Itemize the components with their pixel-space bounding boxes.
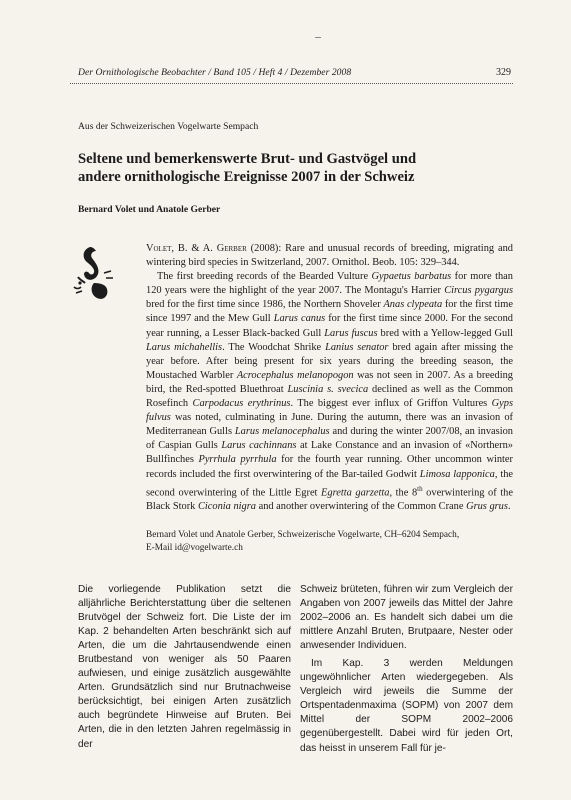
abstract-text-run: was not seen in 2007. As a breeding bird, the Red-spotted Bluethroat: [146, 369, 513, 395]
page-number: 329: [496, 67, 511, 78]
abstract-text-run: for the first time since 2000. For the second year running, a Lesser Black-backed Gull: [146, 313, 513, 339]
species-name: Grus grus: [466, 501, 508, 513]
species-name: Larus melanocephalus: [234, 426, 330, 438]
abstract-summary: [146, 270, 513, 514]
species-name: Larus fuscus: [324, 327, 378, 339]
citation-author-2: Gerber: [216, 243, 247, 254]
citation-initials: , B. & A.: [171, 243, 217, 254]
body-paragraph: Die vorliegende Publikation setzt die alljährliche Berichterstattung über die seltenen Brutvögel der Schweiz fort. Die Liste der im Kap. 2 behandelten Arten beschränkt sich auf Arten, die um die Jahrtausendwende einen Brutbestand von weniger als 50 Paaren aufwiesen, und einige zusätzlich ausgewählte Arten. Grundsätzlich sind nur Brutnachweise berücksichtigt, bei einigen Arten zusätzlich auch begründete Hinweise auf Bruten. Bei Arten, die in den letzten Jahren regelmässig in der: [78, 584, 291, 750]
species-name: Anas clypeata: [383, 299, 443, 311]
species-name: Lanius senator: [325, 341, 389, 353]
abstract-text-run: for the fourth year running. Other uncommon winter records included the first overwintering of the Bar-tailed Godwit: [146, 454, 513, 480]
abstract-text-run: at Lake Constance and an invasion of «Northern» Bullfinches: [146, 440, 513, 466]
institution-line: Aus der Schweizerischen Vogelwarte Sempach: [78, 121, 259, 132]
body-column-left: [78, 583, 291, 752]
species-name: Limosa lapponica: [419, 468, 495, 480]
abstract-text-run: th: [417, 484, 423, 493]
species-name: Larus michahellis: [146, 341, 223, 353]
species-name: Egretta garzetta: [321, 487, 390, 499]
abstract-text-run: , the second overwintering of the Little Egret: [146, 468, 514, 499]
species-name: Gypaetus barbatus: [371, 271, 452, 283]
abstract-text-run: bred for the first time since 1986, the Northern Shoveler: [146, 299, 384, 311]
scan-mark: [315, 37, 321, 38]
abstract-text-run: bred with a Yellow-legged Gull: [377, 327, 513, 339]
species-name: Carpodacus erythrinus: [192, 398, 291, 410]
journal-header: Der Ornithologische Beobachter / Band 105 / Heft 4 / Dezember 2008: [78, 67, 352, 78]
citation-rest: (2008): Rare and unusual records of breeding, migrating and wintering bird species in Switzerland, 2007. Ornithol. Beob. 105: 329–344.: [146, 243, 513, 269]
citation: [146, 242, 513, 270]
abstract-text-run: , the 8: [389, 487, 418, 499]
bird-logo-icon: [70, 243, 116, 303]
species-name: Ciconia nigra: [197, 501, 256, 513]
body-paragraph: Im Kap. 3 werden Meldungen ungewöhnlicher Arten wiedergegeben. Als Vergleich wird jeweils die Summe der Ortspentadenmaxima (SOPM) von 2007 dem Mittel der SOPM 2002–2006 gegenübergestellt. Dabei wird für jeden Ort, das heisst in unserem Fall für je-: [300, 658, 513, 754]
species-name: Acrocephalus melanopogon: [236, 369, 354, 381]
abstract-text-run: was noted, culminating in June. During the autumn, there was an invasion of Mediterranean Gulls: [146, 412, 513, 438]
citation-author-1: Volet: [146, 243, 172, 254]
species-name: Luscinia s. svecica: [287, 383, 369, 395]
abstract: [146, 242, 513, 514]
contact-email: E-Mail id@vogelwarte.ch: [146, 542, 243, 553]
author-contact: [146, 529, 513, 554]
header-rule: [70, 83, 513, 84]
abstract-text-run: for the first time since 1997 and the Mew Gull: [146, 299, 513, 325]
abstract-text-run: The first breeding records of the Bearded Vulture: [157, 271, 372, 283]
abstract-text-run: .: [507, 501, 511, 513]
abstract-text-run: for more than 120 years were the highlight of the year 2007. The Montagu's Harrier: [146, 271, 513, 297]
contact-address: Bernard Volet und Anatole Gerber, Schweizerische Vogelwarte, CH–6204 Sempach,: [146, 530, 460, 540]
abstract-text-run: overwintering of the Black Stork: [146, 487, 513, 513]
authors: Bernard Volet und Anatole Gerber: [78, 204, 221, 215]
abstract-text-run: declined as well as the Common Rosefinch: [146, 383, 513, 410]
species-name: Pyrrhula pyrrhula: [198, 454, 277, 466]
species-name: Larus cachinnans: [221, 440, 297, 452]
title-line-2: andere ornithologische Ereignisse 2007 in der Schweiz: [78, 168, 415, 185]
species-name: Larus canus: [273, 313, 326, 325]
abstract-text-run: bred again after missing the year before. After being present for six years during the breeding season, the Moustached Warbler: [146, 341, 513, 381]
species-name: Circus pygargus: [444, 285, 513, 297]
abstract-text-run: and during the winter 2007/08, an invasion of Caspian Gulls: [146, 426, 513, 452]
abstract-text-run: . The Woodchat Shrike: [222, 341, 326, 353]
abstract-text-run: . The biggest ever influx of Griffon Vultures: [290, 398, 492, 410]
species-name: Gyps fulvus: [146, 398, 513, 424]
article-title: [78, 151, 508, 186]
body-paragraph: Schweiz brüteten, führen wir zum Vergleich der Angaben von 2007 jeweils das Mittel der Jahre 2002–2006 an. Es handelt sich dabei um die mittlere Anzahl Bruten, Brutpaare, Nester oder anwesender Individuen.: [300, 584, 513, 652]
body-column-right: [300, 583, 513, 756]
title-line-1: Seltene und bemerkenswerte Brut- und Gastvögel und: [78, 151, 417, 167]
abstract-text-run: and another overwintering of the Common Crane: [255, 501, 467, 513]
